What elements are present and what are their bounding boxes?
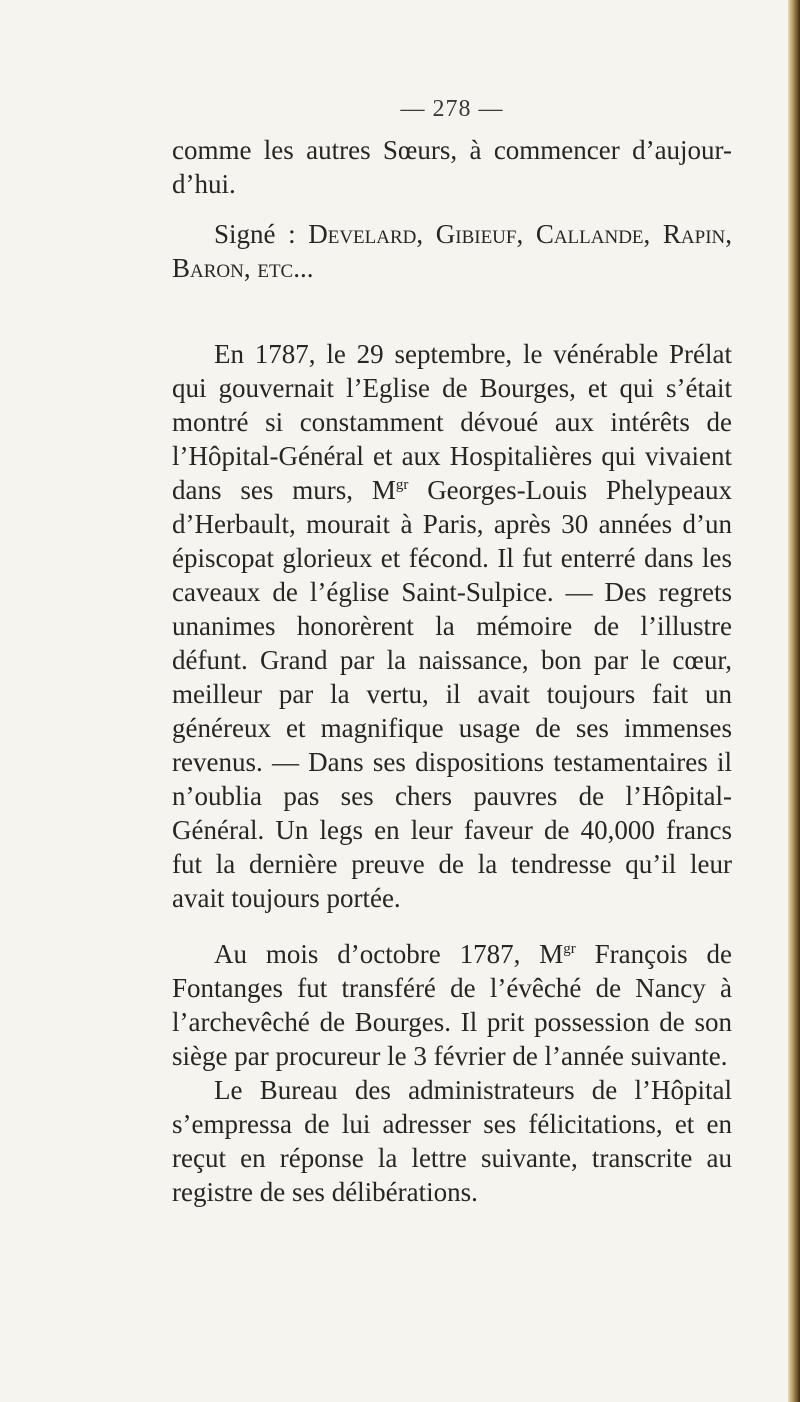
signature-line [172, 217, 732, 285]
paragraph-death-of-prelate [172, 337, 732, 915]
superscript-gr: gr [563, 941, 576, 957]
page-edge [788, 0, 800, 1402]
signature-label: Signé : [214, 219, 309, 249]
paragraph-fontanges-text-1: Au mois d’octobre 1787, M [214, 939, 564, 969]
paragraph-fontanges-text-2: François de Fontanges fut transféré de l’évêché de Nancy à l’archevêché de Bourges. Il prit possession de son siège par procureur le 3 février de l’année suivante. [172, 939, 733, 1071]
paragraph-bureau: Le Bureau des administrateurs de l’Hôpital s’empressa de lui adresser ses félicitations, et en reçut en réponse la lettre suivante, transcrite au registre de ses délibérations. [172, 1075, 732, 1207]
paragraph-death-text-2: Georges-Louis Phelypeaux d’Herbault, mourait à Paris, après 30 années d’un épiscopat glorieux et fécond. Il fut enterré dans les caveaux de l’église Saint-Sulpice. — Des regrets unanimes honorèrent la mémoire de l’illustre défunt. Grand par la naissance, bon par le cœur, meilleur par la vertu, il avait toujours fait un généreux et magnifique usage de ses immenses revenus. — Dans ses dispositions testamentaires il n’oublia pas ses chers pauvres de l’Hôpital-Général. Un legs en leur faveur de 40,000 francs fut la dernière preuve de la tendresse qu’il leur avait toujours portée. [172, 475, 732, 913]
paragraph-death-text-1: En 1787, le 29 septembre, le vénérable Prélat qui gouvernait l’Eglise de Bourges, et qui s’était montré si constamment dévoué aux intérêts de l’Hôpital-Général et aux Hospitalières qui vivaient dans ses murs, M [172, 339, 732, 505]
page-number: — 278 — [400, 96, 504, 122]
superscript-gr: gr [395, 477, 409, 493]
page-body [172, 96, 732, 1209]
signature-names: Develard, Gibieuf, Callande, Rapin, Baron, etc... [172, 219, 732, 283]
paragraph-continuation: comme les autres Sœurs, à commencer d’aujour-d’hui. [172, 135, 732, 199]
paragraph-fontanges [172, 937, 732, 1073]
